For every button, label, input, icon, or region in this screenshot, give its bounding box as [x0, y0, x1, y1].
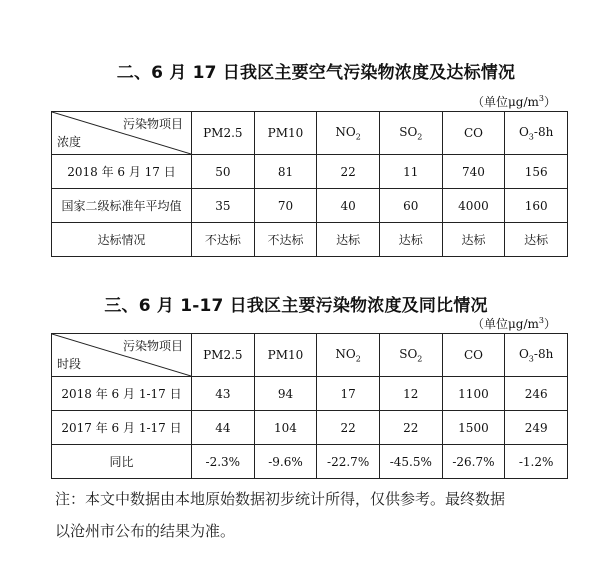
- table-cell: -2.3%: [192, 445, 255, 479]
- table-cell: 40: [317, 189, 380, 223]
- table-header-row: [52, 334, 568, 377]
- table-cell: 43: [192, 377, 255, 411]
- table-row: [52, 411, 568, 445]
- table-cell: 156: [505, 155, 568, 189]
- column-header: $O_3-8h$: [505, 334, 568, 377]
- section2-table: [51, 333, 568, 479]
- table-cell: 17: [317, 377, 380, 411]
- table-row: [52, 377, 568, 411]
- table-cell: 81: [254, 155, 317, 189]
- column-header: PM10: [254, 112, 317, 155]
- table-cell: 246: [505, 377, 568, 411]
- column-header: CO: [442, 112, 505, 155]
- table-cell: 94: [254, 377, 317, 411]
- table-header-row: [52, 112, 568, 155]
- column-header: PM10: [254, 334, 317, 377]
- table-cell: 达标: [505, 223, 568, 257]
- row-label: 达标情况: [52, 223, 192, 257]
- section2-title: 三、6 月 1-17 日我区主要污染物浓度及同比情况: [104, 296, 488, 316]
- table-cell: 不达标: [254, 223, 317, 257]
- table-cell: 4000: [442, 189, 505, 223]
- table-cell: 104: [254, 411, 317, 445]
- corner-cell: [52, 334, 192, 377]
- note-line-1: 注：本文中数据由本地原始数据初步统计所得，仅供参考。最终数据: [55, 490, 506, 508]
- column-header: $NO_2$: [317, 112, 380, 155]
- table-row: [52, 223, 568, 257]
- corner-top-label: 污染物项目: [122, 117, 183, 131]
- table-cell: 22: [379, 411, 442, 445]
- corner-bottom-label: 浓度: [57, 135, 82, 149]
- table-cell: 达标: [379, 223, 442, 257]
- table-cell: 22: [317, 411, 380, 445]
- corner-top-label: 污染物项目: [122, 339, 183, 353]
- table-cell: 70: [254, 189, 317, 223]
- table-cell: -22.7%: [317, 445, 380, 479]
- corner-bottom-label: 时段: [57, 357, 82, 371]
- table-cell: 达标: [442, 223, 505, 257]
- column-header: CO: [442, 334, 505, 377]
- column-header: $NO_2$: [317, 334, 380, 377]
- table-cell: 740: [442, 155, 505, 189]
- table-row: [52, 445, 568, 479]
- table-cell: 50: [192, 155, 255, 189]
- column-header: $O_3-8h$: [505, 112, 568, 155]
- column-header: PM2.5: [192, 334, 255, 377]
- table-cell: 249: [505, 411, 568, 445]
- table-cell: 35: [192, 189, 255, 223]
- column-header: PM2.5: [192, 112, 255, 155]
- row-label: 2017 年 6 月 1-17 日: [52, 411, 192, 445]
- table-cell: 1100: [442, 377, 505, 411]
- note-line-2: 以沧州市公布的结果为准。: [55, 522, 236, 540]
- section1-table: [51, 111, 568, 257]
- column-header: $SO_2$: [379, 334, 442, 377]
- section1-title: 二、6 月 17 日我区主要空气污染物浓度及达标情况: [116, 63, 516, 83]
- table-cell: 60: [379, 189, 442, 223]
- row-label: 国家二级标准年平均值: [52, 189, 192, 223]
- table-cell: -1.2%: [505, 445, 568, 479]
- table-cell: 1500: [442, 411, 505, 445]
- table-row: [52, 155, 568, 189]
- row-label: 2018 年 6 月 1-17 日: [52, 377, 192, 411]
- table-cell: 160: [505, 189, 568, 223]
- table-cell: 22: [317, 155, 380, 189]
- table-cell: 达标: [317, 223, 380, 257]
- section1-unit: （单位$\mu g/m^3$）: [472, 94, 557, 109]
- table-cell: 不达标: [192, 223, 255, 257]
- table-row: [52, 189, 568, 223]
- row-label: 2018 年 6 月 17 日: [52, 155, 192, 189]
- table-cell: 11: [379, 155, 442, 189]
- table-cell: 12: [379, 377, 442, 411]
- table-cell: 44: [192, 411, 255, 445]
- table-cell: -45.5%: [379, 445, 442, 479]
- corner-cell: [52, 112, 192, 155]
- table-cell: -26.7%: [442, 445, 505, 479]
- row-label: 同比: [52, 445, 192, 479]
- section2-unit: （单位$\mu g/m^3$）: [472, 316, 557, 331]
- column-header: $SO_2$: [379, 112, 442, 155]
- table-cell: -9.6%: [254, 445, 317, 479]
